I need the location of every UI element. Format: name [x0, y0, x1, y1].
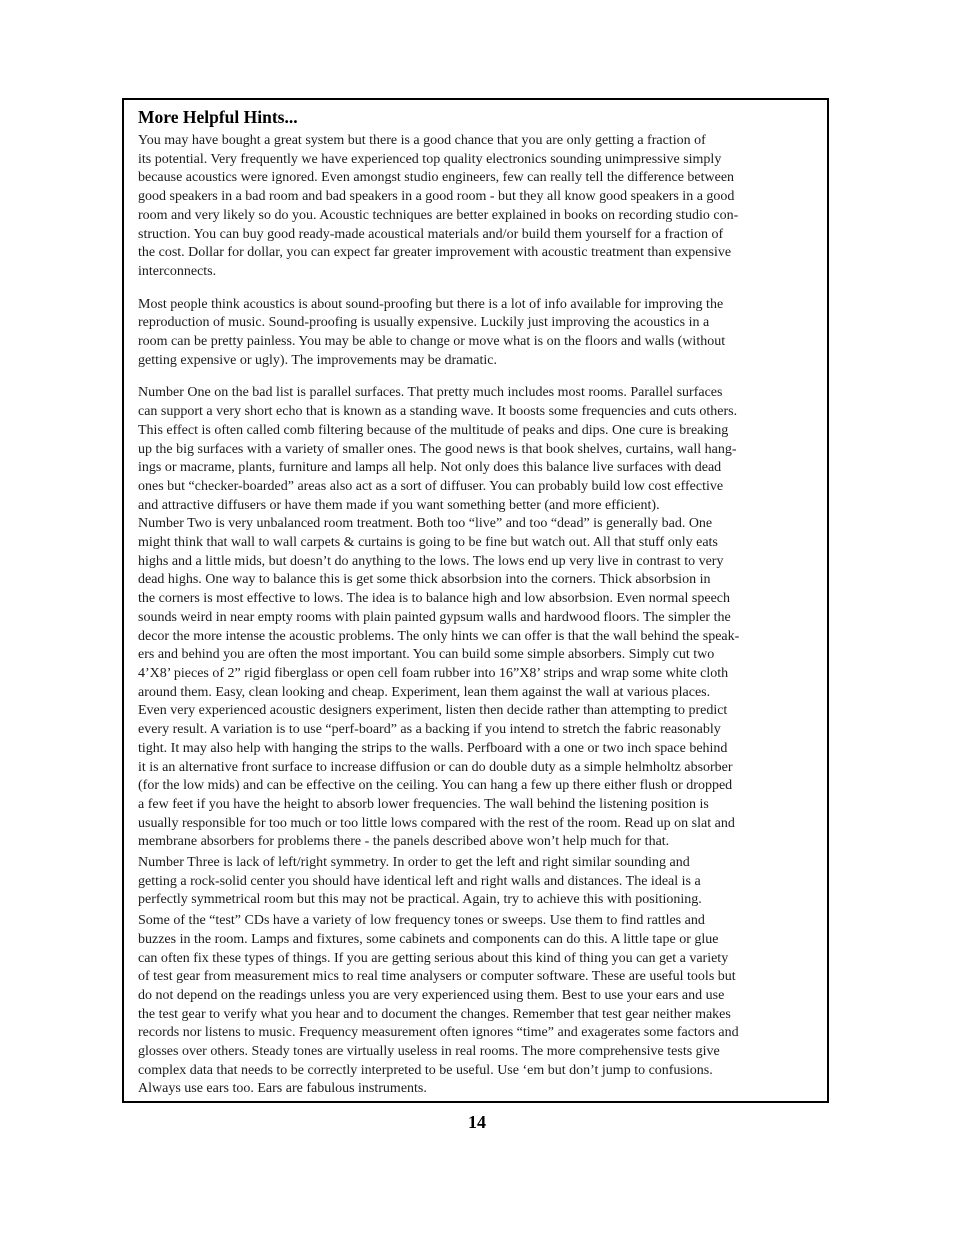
paragraph-soundproofing: Most people think acoustics is about sound-proofing but there is a lot of info available for improving the reproduction of music. Sound-proofing is usually expensive. Luckily just improving the acoustics in a room can be pretty painless. You may be able to change or move what is on the floors and walls (without getting expensive or ugly). The improvements may be dramatic. — [138, 296, 726, 368]
hints-box — [122, 98, 829, 1103]
section-heading: More Helpful Hints... — [138, 107, 298, 127]
paragraph-number-one: Number One on the bad list is parallel surfaces. That pretty much includes most rooms. Parallel surfaces can support a very short echo that is known as a standing wave. It boosts some frequencies and cuts others. This effect is often called comb filtering because of the multitude of peaks and dips. One cure is breaking up the big surfaces with a variety of smaller ones. The good news is that book shelves, curtains, wall hang- ings or macrame, plants, furniture and lamps all help. Not only does this balance live surfaces with dead ones but “checker-boarded” areas also act as a sort of diffuser. You can probably build low cost effective and attractive diffusers or have them made if you want something better (and more efficient). — [138, 385, 738, 513]
paragraph-test-cds: Some of the “test” CDs have a variety of low frequency tones or sweeps. Use them to find rattles and buzzes in the room. Lamps and fixtures, some cabinets and components can do this. A little tape or glue can often fix these types of things. If you are getting serious about this kind of thing you can get a variety of test gear from measurement mics to real time analysers or computer software. These are useful tools but do not depend on the readings unless you are very experienced using them. Best to use your ears and use the test gear to verify what you hear and to document the changes. Remember that test gear neither makes records nor listens to music. Frequency measurement often ignores “time” and exagerates some factors and glosses over others. Steady tones are virtually useless in real rooms. The more comprehensive tests give complex data that needs to be correctly interpreted to be useful. Use ‘em but don’t jump to confusions. Always use ears too. Ears are fabulous instruments. — [138, 913, 739, 1097]
page-number: 14 — [468, 1112, 486, 1132]
paragraph-intro: You may have bought a great system but there is a good chance that you are only getting a fraction of its potential. Very frequently we have experienced top quality electronics sounding unimpressive simply because acoustics were ignored. Even amongst studio engineers, few can really tell the difference between good speakers in a bad room and bad speakers in a good room - but they all know good speakers in a good room and very likely so do you. Acoustic techniques are better explained in books on recording studio con- struction. You can buy good ready-made acoustical materials and/or build them yourself for a fraction of the cost. Dollar for dollar, you can expect far greater improvement with acoustic treatment than expensive interconnects. — [138, 133, 739, 279]
paragraph-number-two: Number Two is very unbalanced room treatment. Both too “live” and too “dead” is generally bad. One might think that wall to wall carpets & curtains is going to be fine but watch out. All that stuff only eats highs and a little mids, but doesn’t do anything to the lows. The lows end up very live in contrast to very dead highs. One way to balance this is get some thick absorbsion into the corners. Thick absorbsion in the corners is most effective to lows. The idea is to balance high and low absorbsion. Even normal speech sounds weird in near empty rooms with plain painted gypsum walls and hardwood floors. The simpler the decor the more intense the acoustic problems. The only hints we can offer is that the wall behind the speak- ers and behind you are often the most important. You can build some simple absorbers. Simply cut two 4’X8’ pieces of 2” rigid fiberglass or open cell foam rubber into 16”X8’ strips and wrap some white cloth around them. Easy, clean looking and cheap. Experiment, lean them against the wall at various places. Even very experienced acoustic designers experiment, listen then decide rather than attempting to predict every result. A variation is to use “perf-board” as a backing if you intend to stretch the fabric reasonably tight. It may also help with hanging the strips to the walls. Perfboard with a one or two inch space behind it is an alternative front surface to increase diffusion or can do double duty as a simple helmholtz absorber (for the low mids) and can be effective on the ceiling. You can hang a few up there either flush or dropped a few feet if you have the height to absorb lower frequencies. The wall behind the listening position is usually responsible for too much or too little lows compared with the rest of the room. Read up on slat and membrane absorbers for problems there - the panels described above won’t help much for that. — [138, 516, 740, 850]
paragraph-number-three: Number Three is lack of left/right symmetry. In order to get the left and right similar sounding and getting a rock-solid center you should have identical left and right walls and distances. The ideal is a perfectly symmetrical room but this may not be practical. Again, try to achieve this with positioning. — [138, 855, 702, 908]
